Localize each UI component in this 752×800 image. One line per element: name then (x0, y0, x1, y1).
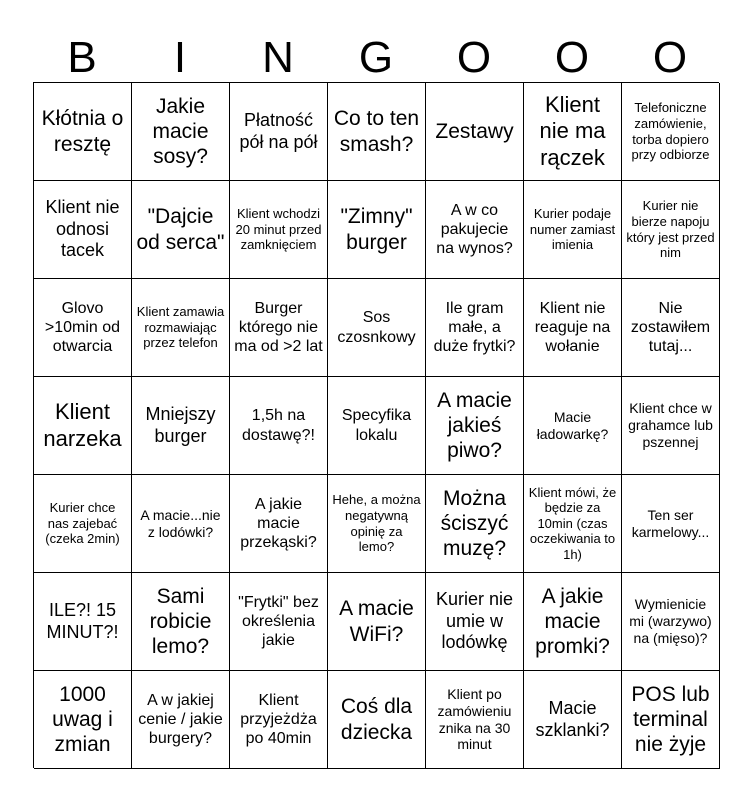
bingo-cell[interactable] (132, 83, 230, 181)
bingo-cell[interactable] (622, 83, 720, 181)
cell-text: POS lub terminal nie żyje (631, 682, 710, 757)
cell-text: 1,5h na dostawę?! (242, 407, 315, 444)
bingo-cell[interactable] (34, 181, 132, 279)
bingo-header (33, 34, 719, 82)
bingo-cell[interactable] (34, 671, 132, 769)
cell-text: Wymienicie mi (warzywo) na (mięso)? (629, 596, 712, 646)
bingo-cell[interactable] (230, 83, 328, 181)
cell-text: Płatność pół na pół (239, 109, 318, 152)
cell-text: A jakie macie przekąski? (240, 495, 317, 552)
cell-text: A macie WiFi? (339, 597, 414, 646)
cell-text: Można ściszyć muzę? (440, 486, 509, 561)
cell-text: Kurier nie bierze napoju który jest przed nim (626, 198, 715, 261)
cell-text: Klient po zamówieniu znika na 30 minut (437, 685, 512, 753)
bingo-cell[interactable] (34, 475, 132, 573)
bingo-cell[interactable] (524, 377, 622, 475)
bingo-cell[interactable] (622, 377, 720, 475)
bingo-cell[interactable] (230, 181, 328, 279)
header-letter-b: B (67, 33, 97, 82)
bingo-cell[interactable] (426, 279, 524, 377)
cell-text: Ten ser karmelowy... (631, 506, 710, 540)
cell-text: Ile gram małe, a duże frytki? (433, 299, 516, 356)
cell-text: Klient narzeka (43, 399, 122, 451)
bingo-cell[interactable] (132, 475, 230, 573)
bingo-cell[interactable] (524, 83, 622, 181)
bingo-cell[interactable] (426, 377, 524, 475)
cell-text: ILE?! 15 MINUT?! (46, 599, 119, 642)
cell-text: Specyfika lokalu (341, 407, 412, 444)
bingo-cell[interactable] (328, 671, 426, 769)
bingo-cell[interactable] (426, 671, 524, 769)
cell-text: A macie jakieś piwo? (437, 388, 512, 463)
bingo-cell[interactable] (622, 181, 720, 279)
bingo-cell[interactable] (132, 279, 230, 377)
cell-text: Kurier podaje numer zamiast imienia (529, 206, 616, 253)
bingo-cell[interactable] (524, 475, 622, 573)
cell-text: Zestawy (435, 119, 514, 143)
cell-text: 1000 uwag i zmian (52, 682, 113, 757)
bingo-cell[interactable] (328, 181, 426, 279)
cell-text: Co to ten smash? (333, 107, 420, 156)
cell-text: Klient nie reaguje na wołanie (534, 299, 611, 356)
cell-text: Sos czosnkowy (337, 309, 416, 346)
cell-text: Telefoniczne zamówienie, torba dopiero przy odbiorze (631, 100, 710, 163)
cell-text: Klient zamawia rozmawiając przez telefon (136, 304, 225, 351)
bingo-cell[interactable] (328, 475, 426, 573)
bingo-cell[interactable] (34, 279, 132, 377)
bingo-cell[interactable] (524, 279, 622, 377)
cell-text: A macie...nie z lodówki? (140, 506, 221, 540)
cell-text: Macie ładowarkę? (536, 408, 609, 442)
cell-text: Klient wchodzi 20 minut przed zamknięciem (235, 206, 322, 253)
bingo-cell[interactable] (132, 377, 230, 475)
header-letter-i: I (173, 33, 187, 82)
cell-text: A w co pakujecie na wynos? (436, 201, 513, 258)
cell-text: Jakie macie sosy? (152, 94, 209, 169)
cell-text: "Dajcie od serca" (136, 205, 225, 254)
cell-text: Sami robicie lemo? (149, 584, 212, 659)
bingo-cell[interactable] (230, 671, 328, 769)
cell-text: A w jakiej cenie / jakie burgery? (138, 691, 223, 748)
bingo-cell[interactable] (328, 83, 426, 181)
cell-text: Klient chce w grahamce lub pszennej (628, 400, 713, 450)
bingo-cell[interactable] (426, 181, 524, 279)
cell-text: Mniejszy burger (145, 403, 216, 446)
bingo-cell[interactable] (524, 573, 622, 671)
bingo-cell[interactable] (622, 475, 720, 573)
cell-text: Hehe, a można negatywną opinię za lemo? (332, 492, 421, 555)
bingo-cell[interactable] (230, 377, 328, 475)
cell-text: Coś dla dziecka (340, 695, 413, 744)
header-letter-n: N (262, 33, 294, 82)
header-letter-o-1: O (456, 33, 492, 82)
bingo-board (33, 82, 719, 768)
cell-text: Klient nie ma rączek (539, 91, 606, 170)
cell-text: A jakie macie promki? (535, 584, 610, 659)
cell-text: Nie zostawiłem tutaj... (630, 299, 711, 356)
cell-text: Klient przyjeżdża po 40min (240, 691, 317, 748)
bingo-cell[interactable] (132, 573, 230, 671)
bingo-cell[interactable] (426, 573, 524, 671)
bingo-cell[interactable] (524, 671, 622, 769)
bingo-cell[interactable] (426, 475, 524, 573)
bingo-cell[interactable] (328, 279, 426, 377)
bingo-cell[interactable] (34, 83, 132, 181)
header-letter-o-2: O (554, 33, 590, 82)
bingo-cell[interactable] (230, 475, 328, 573)
cell-text: Macie szklanki? (535, 697, 610, 740)
cell-text: Klient mówi, że będzie za 10min (czas oczekiwania to 1h) (528, 484, 617, 562)
cell-text: Kurier chce nas zajebać (czeka 2min) (45, 500, 120, 547)
bingo-cell[interactable] (622, 573, 720, 671)
cell-text: Kłótnia o resztę (41, 107, 124, 156)
bingo-cell[interactable] (230, 279, 328, 377)
header-letter-g: G (358, 33, 394, 82)
bingo-cell[interactable] (328, 377, 426, 475)
cell-text: Glovo >10min od otwarcia (44, 299, 121, 356)
bingo-cell[interactable] (34, 573, 132, 671)
bingo-cell[interactable] (132, 181, 230, 279)
bingo-cell[interactable] (524, 181, 622, 279)
cell-text: "Frytki" bez określenia jakie (238, 593, 319, 650)
cell-text: Klient nie odnosi tacek (45, 197, 120, 261)
bingo-cell[interactable] (622, 279, 720, 377)
bingo-cell[interactable] (622, 671, 720, 769)
cell-text: Burger którego nie ma od >2 lat (234, 299, 323, 356)
bingo-cell[interactable] (426, 83, 524, 181)
bingo-cell[interactable] (230, 573, 328, 671)
bingo-cell[interactable] (132, 671, 230, 769)
cell-text: "Zimny" burger (340, 205, 413, 254)
bingo-cell[interactable] (34, 377, 132, 475)
header-letter-o-3: O (652, 33, 688, 82)
cell-text: Kurier nie umie w lodówkę (435, 589, 514, 653)
bingo-cell[interactable] (328, 573, 426, 671)
